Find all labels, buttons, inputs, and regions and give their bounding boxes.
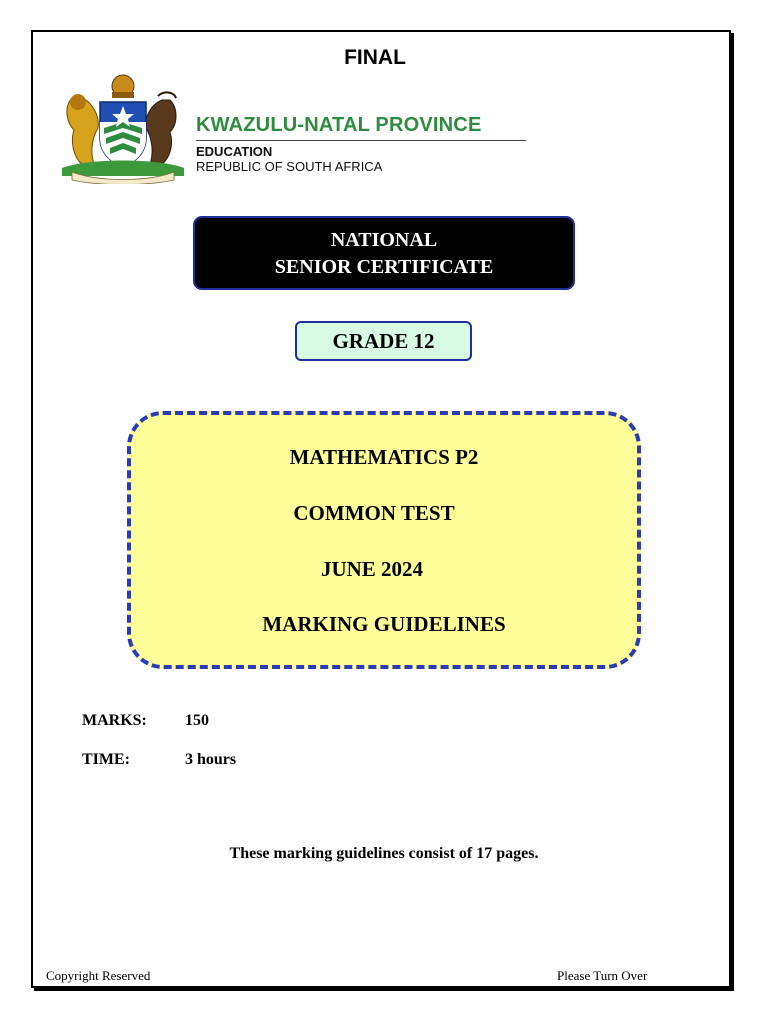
exam-subject: MATHEMATICS P2 — [289, 445, 479, 469]
exam-date: JUNE 2024 — [320, 557, 424, 581]
department-name: EDUCATION — [196, 144, 273, 159]
footer-copyright: Copyright Reserved — [46, 968, 151, 983]
certificate-line-2: SENIOR CERTIFICATE — [274, 256, 494, 278]
time-label: TIME: — [82, 751, 130, 768]
marks-value: 150 — [185, 712, 209, 729]
province-name: KWAZULU-NATAL PROVINCE — [196, 114, 482, 136]
page-count-note: These marking guidelines consist of 17 pages. — [229, 845, 539, 862]
marks-label: MARKS: — [82, 712, 147, 729]
footer-turn-over: Please Turn Over — [557, 968, 648, 983]
exam-doc-type: MARKING GUIDELINES — [262, 612, 506, 636]
time-value: 3 hours — [185, 751, 237, 768]
exam-title-box — [127, 411, 641, 669]
status-label: FINAL — [344, 46, 406, 69]
country-name: REPUBLIC OF SOUTH AFRICA — [196, 159, 383, 174]
coat-of-arms-icon — [58, 72, 188, 184]
province-divider — [196, 140, 526, 141]
certificate-banner — [193, 216, 575, 290]
grade-badge: GRADE 12 — [295, 321, 472, 361]
certificate-line-1: NATIONAL — [330, 229, 438, 251]
exam-test-type: COMMON TEST — [293, 501, 455, 525]
